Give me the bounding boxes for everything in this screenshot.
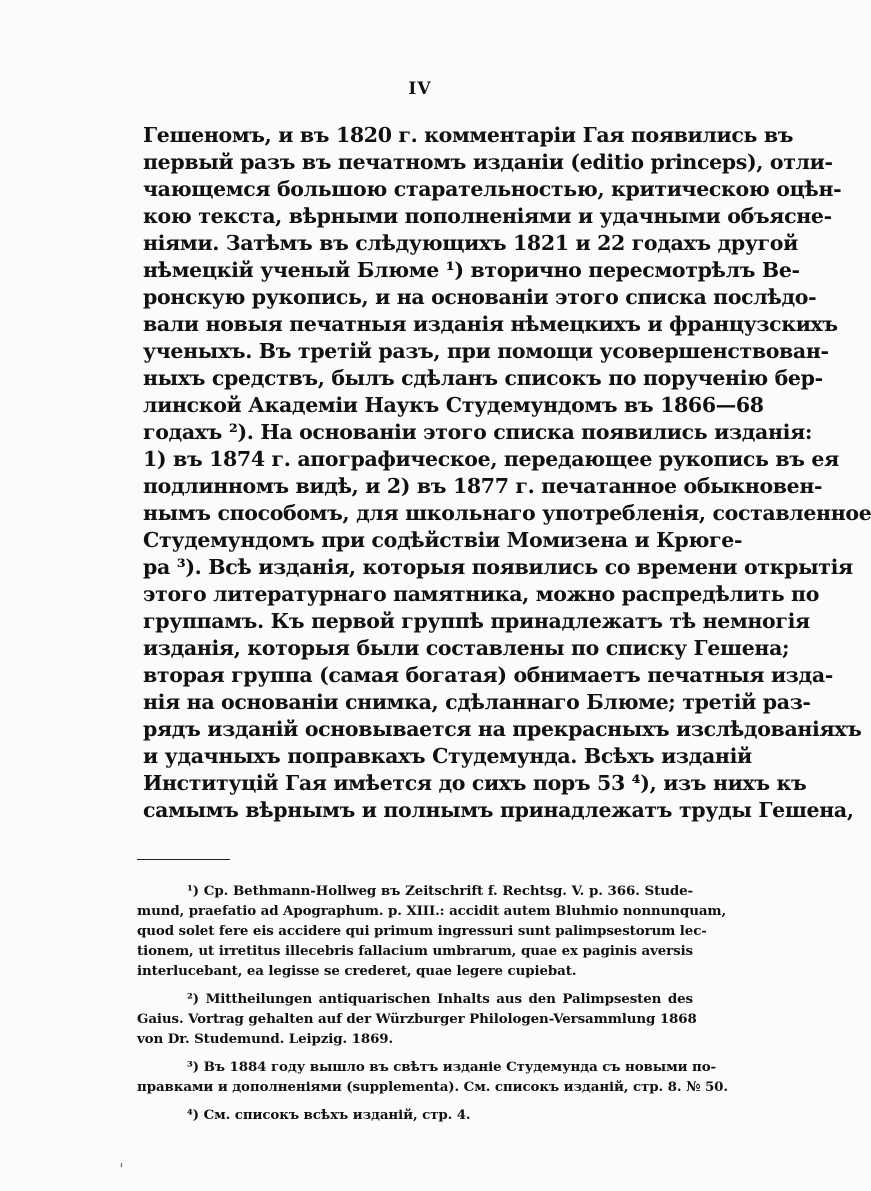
text-line: ученыхъ. Въ третій разъ, при помощи усовершенствован- [143,339,829,363]
text-line: ра ³). Всѣ изданія, которыя появились со времени открытія [143,555,853,579]
footnote-line: ²) Mittheilungen antiquarischen Inhalts aus den Palimpsesten des [187,991,693,1007]
footnote-line: ⁴) См. списокъ всѣхъ изданій, стр. 4. [187,1107,471,1123]
text-line: нѣмецкій ученый Блюме ¹) вторично пересмотрѣлъ Ве- [143,258,800,282]
footnote-line: Gaius. Vortrag gehalten auf der Würzburger Philologen-Versammlung 1868 [137,1011,697,1027]
text-line: кою текста, вѣрными пополненіями и удачными объясне- [143,204,832,228]
stray-print-mark: ⸯ [118,1164,125,1178]
main-text [143,122,871,824]
text-line: самымъ вѣрнымъ и полнымъ принадлежатъ труды Гешена, [143,798,854,822]
text-line: нія на основаніи снимка, сдѣланнаго Блюме; третій раз- [143,690,811,714]
footnote-line: quod solet fere eis accidere qui primum ingressuri sunt palimpsestorum lec- [137,923,707,939]
text-line: Институцій Гая имѣется до сихъ поръ 53 ⁴), изъ нихъ къ [143,771,807,795]
page-number: IV [408,79,432,99]
footnote-1 [137,881,727,981]
text-line: ныхъ средствъ, былъ сдѣланъ списокъ по порученію бер- [143,366,823,390]
text-line: и удачныхъ поправкахъ Студемунда. Всѣхъ изданій [143,744,752,768]
text-line: этого литературнаго памятника, можно распредѣлить по [143,582,820,606]
footnote-line: ³) Въ 1884 году вышло въ свѣтъ изданіе Студемунда съ новыми по- [187,1059,716,1075]
footnotes [137,881,728,1133]
footnote-line: von Dr. Studemund. Leipzig. 1869. [137,1031,394,1047]
footnote-line: ¹) Cp. Bethmann-Hollweg въ Zeitschrift f. Rechtsg. V. p. 366. Stude- [187,883,693,899]
footnote-2 [137,989,697,1049]
text-line: вали новыя печатныя изданія нѣмецкихъ и французскихъ [143,312,838,336]
text-line: подлинномъ видѣ, и 2) въ 1877 г. печатанное обыкновен- [143,474,823,498]
text-line: ніями. Затѣмъ въ слѣдующихъ 1821 и 22 годахъ другой [143,231,798,255]
footnote-divider [137,859,230,860]
footnote-line: правками и дополненіями (supplementa). См. списокъ изданій, стр. 8. № 50. [137,1079,728,1095]
footnote-3 [137,1057,728,1097]
footnote-line: mund, praefatio ad Apographum. p. XIII.: accidit autem Bluhmio nonnunquam, [137,903,727,919]
text-line: Гешеномъ, и въ 1820 г. комментаріи Гая появились въ [143,123,794,147]
text-line: группамъ. Къ первой группѣ принадлежатъ тѣ немногія [143,609,810,633]
text-line: первый разъ въ печатномъ изданіи (editio princeps), отли- [143,150,833,174]
text-line: 1) въ 1874 г. апографическое, передающее рукопись въ ея [143,447,839,471]
text-line: ронскую рукопись, и на основаніи этого списка послѣдо- [143,285,817,309]
footnote-line: interlucebant, ea legisse se crederet, quae legere cupiebat. [137,963,577,979]
text-line: нымъ способомъ, для школьнаго употребленія, составленное [143,501,871,525]
footnote-line: tionem, ut irretitus illecebris fallacium umbrarum, quae ex paginis aversis [137,943,693,959]
text-line: чающемся большою старательностью, критическою оцѣн- [143,177,842,201]
text-line: годахъ ²). На основаніи этого списка появились изданія: [143,420,813,444]
text-line: изданія, которыя были составлены по списку Гешена; [143,636,790,660]
text-line: вторая группа (самая богатая) обнимаетъ печатныя изда- [143,663,833,687]
text-line: Студемундомъ при содѣйствіи Момизена и Крюге- [143,528,743,552]
text-line: линской Академіи Наукъ Студемундомъ въ 1866—68 [143,393,764,417]
footnote-4 [137,1105,693,1125]
text-line: рядъ изданій основывается на прекрасныхъ изслѣдованіяхъ [143,717,862,741]
